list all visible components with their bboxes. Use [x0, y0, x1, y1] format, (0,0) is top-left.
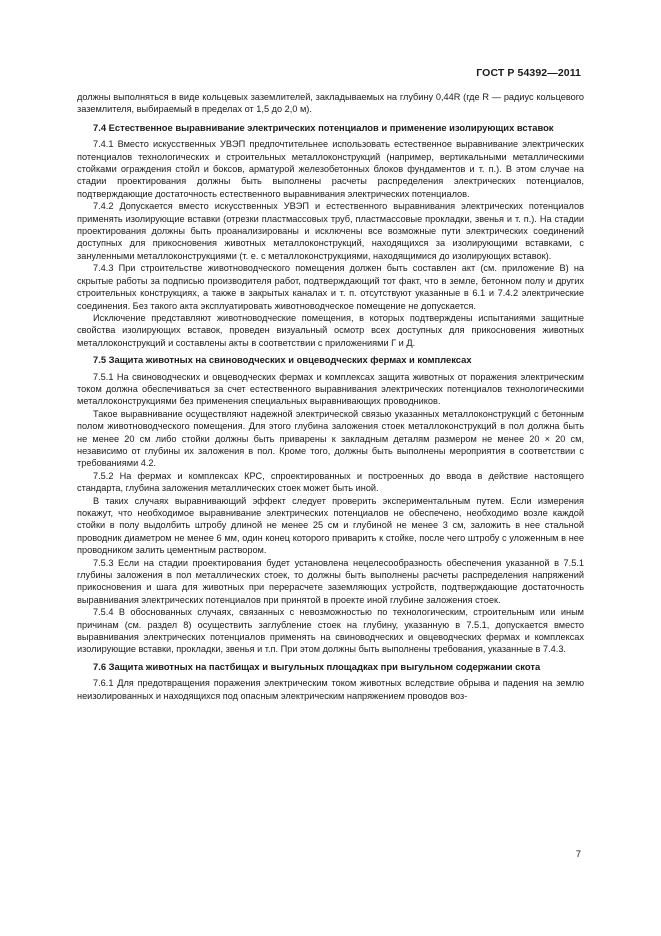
paragraph-7-5-1-cont: Такое выравнивание осуществляют надежной электрической связью указанных металлоконструкций с бетонным полом животноводческого помещения. Для этого глубина заложения стоек металлоконструкций в пол должна быть не менее 20 см либо стойки должны быть приварены к закладным деталям размером не менее 20 × 20 см, независимо от глубины их заложения в пол. Кроме того, должны быть выполнены мероприятия в соответствии с требованиями 4.2.	[77, 408, 584, 469]
continued-paragraph: должны выполняться в виде кольцевых заземлителей, закладываемых на глубину 0,44R (где R — радиус кольцевого заземлителя, выбираемый в пределах от 1,5 до 2,0 м).	[77, 92, 584, 115]
section-heading-7-6: 7.6 Защита животных на пастбищах и выгульных площадках при выгульном содержании скота	[93, 660, 541, 672]
section-heading-7-5: 7.5 Защита животных на свиноводческих и овцеводческих фермах и комплексах	[93, 354, 472, 366]
paragraph-7-6-1: 7.6.1 Для предотвращения поражения электрическим током животных вследствие обрыва и падения на землю неизолированных и находящихся под опасным электрическим напряжением проводов воз-	[77, 678, 584, 701]
paragraph-7-5-2-cont: В таких случаях выравнивающий эффект следует проверить экспериментальным путем. Если измерения покажут, что необходимое выравнивание электрических потенциалов не обеспечено, необходимо возле каждой стойки в полу выдолбить штробу длиной не менее 25 см и глубиной не менее 3 см, заложить в нее стальной проводник диаметром не менее 6 мм, один конец которого приварить к стойке, после чего штробу с уложенным в нее проводником залить цементным раствором.	[77, 495, 584, 556]
paragraph-7-5-3: 7.5.3 Если на стадии проектирования будет установлена нецелесообразность обеспечения указанной в 7.5.1 глубины заложения в пол металлических стоек, то должны быть выполнены расчеты распределения напряжений прикосновения и шага для животных при перерасчете заземляющих устройств, подтверждающие достаточность выравнивания электрических потенциалов при принятой в проекте иной глубине заложения стоек.	[77, 557, 584, 605]
paragraph-7-4-exception: Исключение представляют животноводческие помещения, в которых подтверждены испытаниями защитные свойства изолирующих вставок, проведен визуальный осмотр всех доступных для прикосновения животных металлоконструкций и составлены акты в соответствии с приложениями Г и Д.	[77, 312, 584, 348]
paragraph-7-5-2: 7.5.2 На фермах и комплексах КРС, спроектированных и построенных до ввода в действие настоящего стандарта, глубина заложения металлических стоек может быть иной.	[77, 470, 584, 494]
paragraph-7-4-1: 7.4.1 Вместо искусственных УВЭП предпочтительнее использовать естественное выравнивание электрических потенциалов технологических и строительных металлоконструкций (например, вертикальными металлическими стойками ограждения стойл и боксов, арматурой железобетонных блоков фундаментов и т. п.). В этом случае на стадии проектирования должны быть выполнены расчеты распределения электрических потенциалов, подтверждающие достаточность естественного выравнивания электрических потенциалов.	[77, 139, 584, 199]
paragraph-7-4-2: 7.4.2 Допускается вместо искусственных УВЭП и естественного выравнивания электрических потенциалов применять изолирующие вставки (отрезки пластмассовых труб, пластмассовые прокладки, звенья и т. п.). На стадии проектирования должны быть проанализированы и исключены все возможные пути электрических соединений доступных для прикосновения животных металлоконструкций, находящихся за изолирующими вставками, с зануленными металлоконструкциями (т. е. с металлоконструкциями, находящимися до изолирующих вставок).	[77, 201, 584, 261]
page-body	[77, 91, 584, 702]
standard-designation: ГОСТ Р 54392—2011	[476, 67, 581, 79]
paragraph-7-4-3: 7.4.3 При строительстве животноводческого помещения должен быть составлен акт (см. приложение В) на скрытые работы за подписью производителя работ, подтверждающий тот факт, что в земле, бетонном полу и других строительных конструкциях, а также в закрытых каналах и т. п. отсутствуют указанные в 6.1 и 7.4.2 электрические соединения. Без такого акта эксплуатировать животноводческое помещение не допускается.	[77, 263, 584, 311]
page-number: 7	[575, 849, 581, 860]
paragraph-7-5-4: 7.5.4 В обоснованных случаях, связанных с невозможностью по технологическим, строительным или иным причинам (см. раздел 8) осуществить заглубление стоек на глубину, указанную в 7.5.1, допускается вместо выравнивания электрических потенциалов применять на свиноводческих и овцеводческих фермах и комплексах изолирующие вставки, прокладки, звенья и т.п. При этом должны быть выполнены требования, указанные в 7.4.3.	[77, 607, 584, 655]
paragraph-7-5-1: 7.5.1 На свиноводческих и овцеводческих фермах и комплексах защита животных от поражения электрическим током должна обеспечиваться за счет естественного выравнивания электрических потенциалов технологическими металлоконструкциями без применения специальных выравнивающих проводников.	[77, 371, 584, 407]
section-heading-7-4: 7.4 Естественное выравнивание электрических потенциалов и применение изолирующих вставок	[93, 121, 554, 133]
